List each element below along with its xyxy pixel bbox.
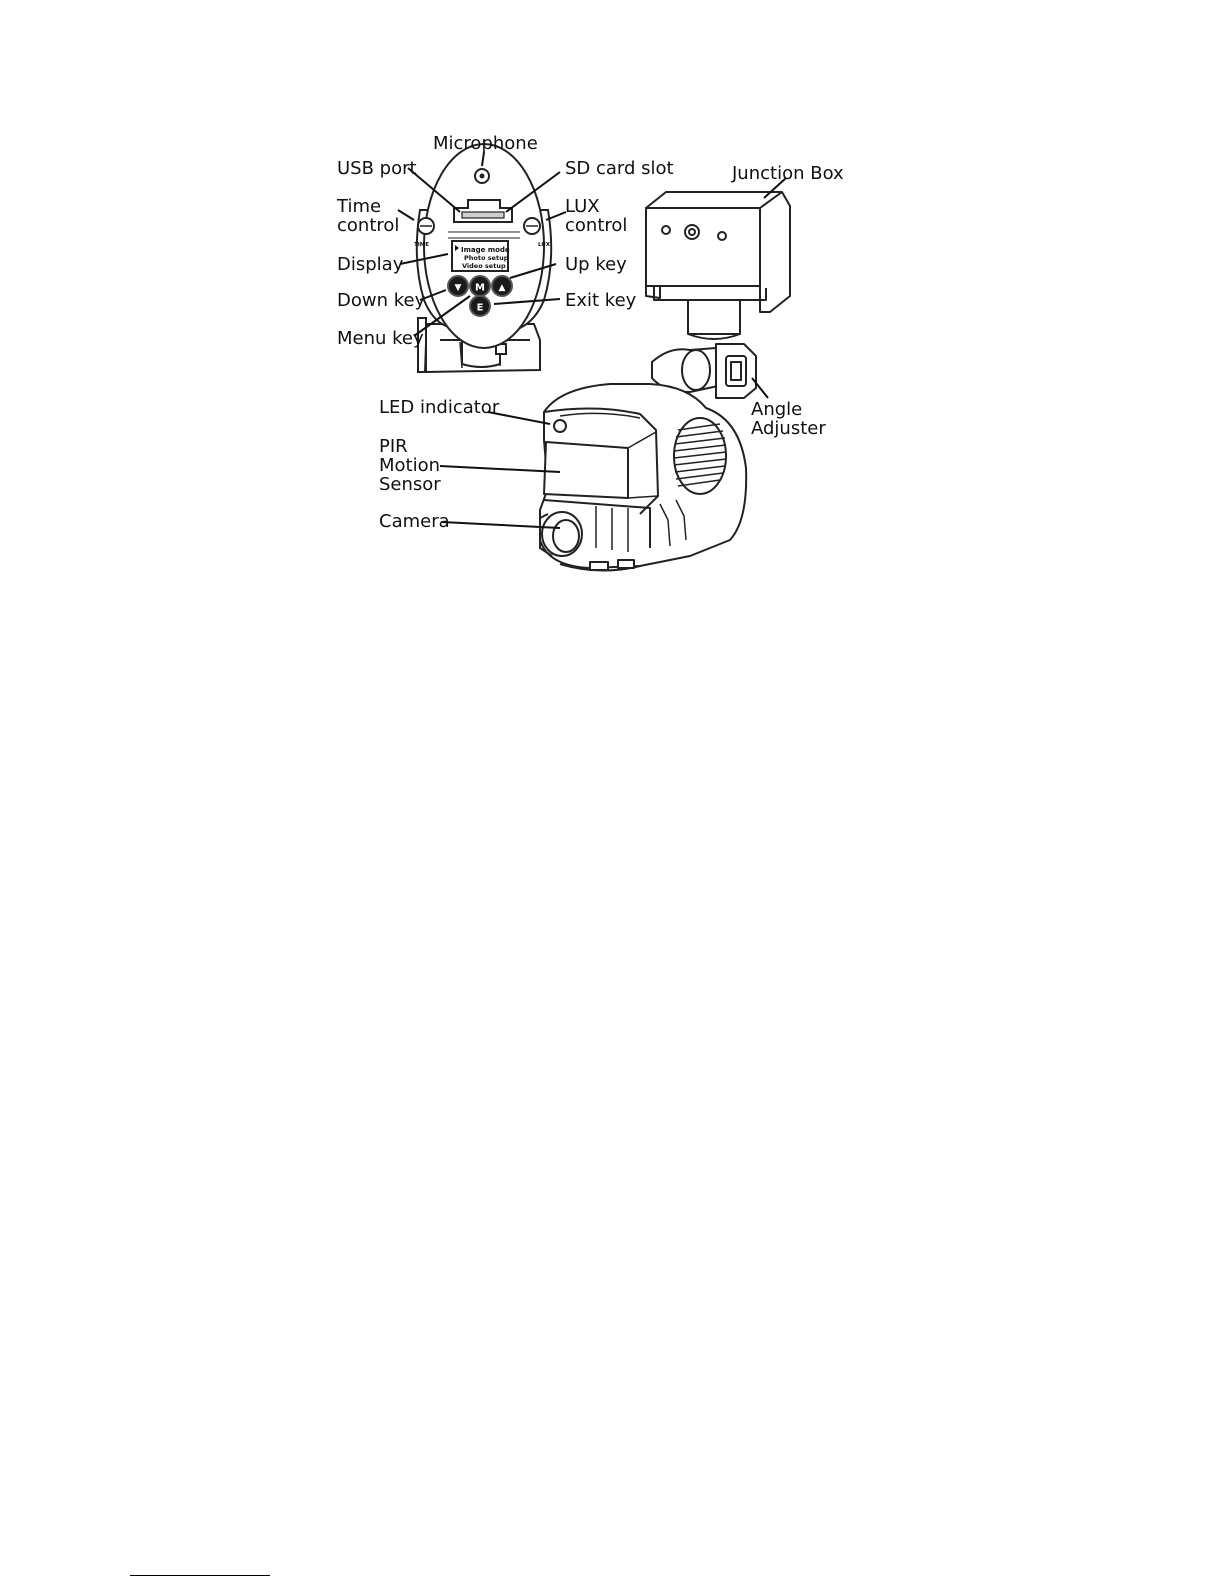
label-lux-control-line1: LUX [565,196,600,217]
label-display: Display [337,254,404,275]
label-angle-adjuster-line2: Adjuster [751,418,826,439]
key-menu[interactable] [470,276,490,296]
label-menu-key: Menu key [337,328,424,349]
up-key-icon: ▲ [498,283,506,293]
exit-key-letter: E [476,302,484,314]
label-pir-line1: PIR [379,436,408,457]
label-usb-port: USB port [337,158,417,179]
dial-label-lux: LUX [538,242,551,248]
label-sd-card-slot: SD card slot [565,158,674,179]
dial-label-time: TIME [414,242,430,248]
key-exit[interactable] [470,296,490,316]
label-exit-key: Exit key [565,290,637,311]
label-pir-line2: Motion [379,455,441,476]
label-junction-box: Junction Box [732,163,844,184]
label-time-control-line1: Time [337,196,382,217]
key-down[interactable] [448,276,468,296]
front-view-unit [540,192,790,571]
label-time-control-line2: control [337,215,400,236]
label-pir-line3: Sensor [379,474,441,495]
display-line-2: Photo setup [464,254,509,262]
label-microphone: Microphone [433,133,538,154]
key-up[interactable] [492,276,512,296]
label-led-indicator: LED indicator [379,397,500,418]
down-key-icon: ▼ [454,283,462,293]
label-lux-control-line2: control [565,215,628,236]
display-line-3: Video setup [462,262,506,270]
label-up-key: Up key [565,254,627,275]
label-down-key: Down key [337,290,426,311]
display-line-1: Image mode [461,246,510,254]
menu-key-letter: M [475,282,485,294]
footnote-rule [130,1575,270,1576]
label-angle-adjuster-line1: Angle [751,399,803,420]
label-camera: Camera [379,511,450,532]
